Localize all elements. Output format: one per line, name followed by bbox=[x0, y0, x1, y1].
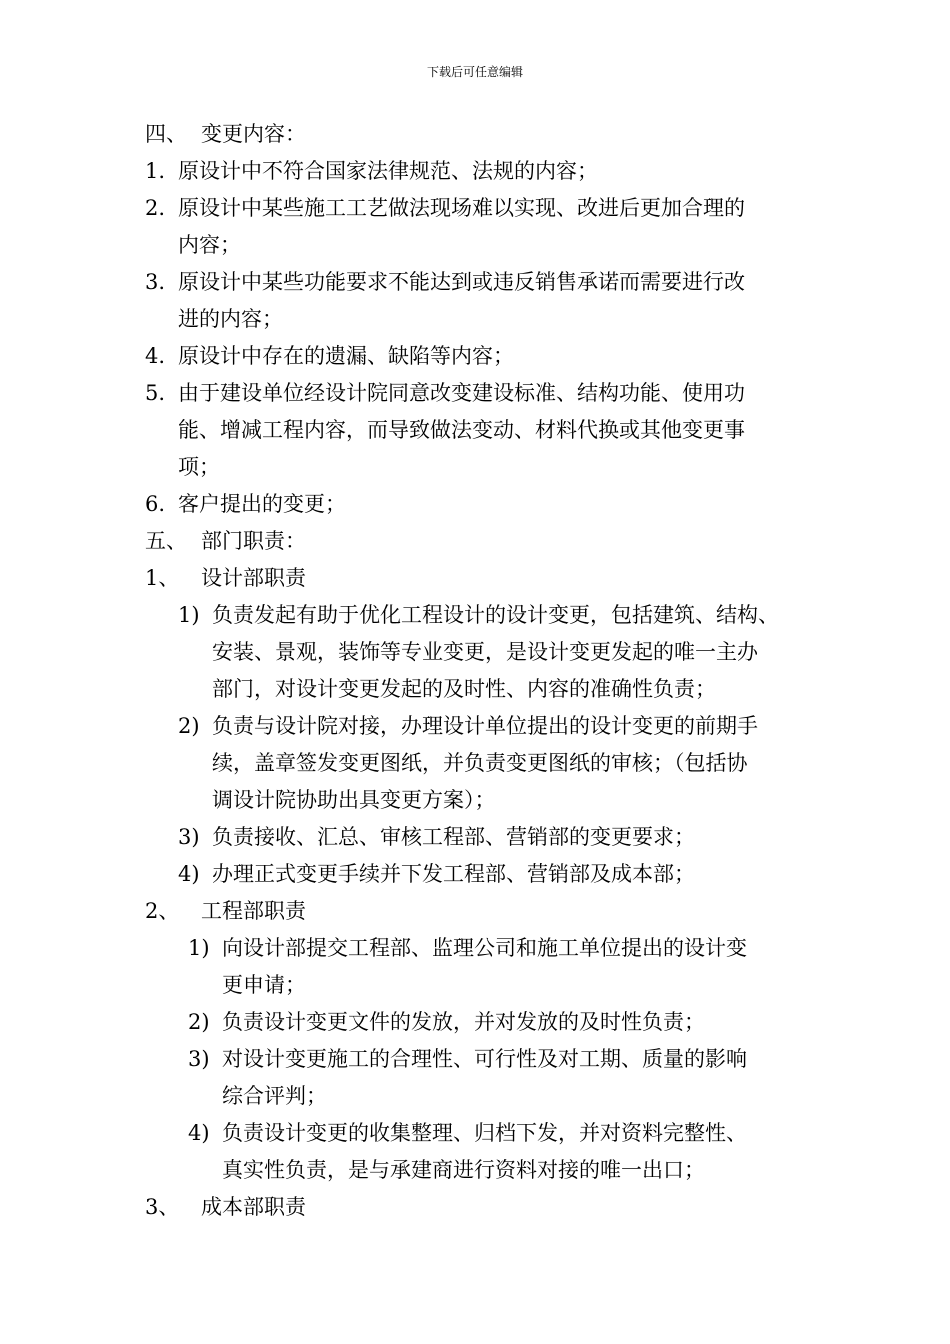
subsection-heading-engineering bbox=[145, 893, 825, 930]
section-title: 部门职责： bbox=[201, 529, 306, 553]
duty-item-continuation bbox=[145, 745, 825, 782]
item-text: 综合评判； bbox=[222, 1084, 327, 1108]
item-text: 能、增减工程内容，而导致做法变动、材料代换或其他变更事 bbox=[178, 418, 745, 442]
item-text: 部门，对设计变更发起的及时性、内容的准确性负责； bbox=[212, 677, 716, 701]
item-number: 1. bbox=[145, 159, 166, 183]
list-item bbox=[145, 153, 825, 190]
item-text: 由于建设单位经设计院同意改变建设标准、结构功能、使用功 bbox=[178, 381, 745, 405]
item-number: 5. bbox=[145, 381, 166, 405]
section-number: 四、 bbox=[145, 122, 187, 146]
item-number: 3) bbox=[188, 1047, 210, 1071]
duty-item-continuation bbox=[145, 671, 825, 708]
duty-item bbox=[145, 930, 825, 967]
list-item-continuation bbox=[145, 301, 825, 338]
list-item-continuation bbox=[145, 227, 825, 264]
list-item bbox=[145, 338, 825, 375]
item-text: 负责与设计院对接，办理设计单位提出的设计变更的前期手 bbox=[212, 714, 758, 738]
item-number: 2. bbox=[145, 196, 166, 220]
item-text: 原设计中某些施工工艺做法现场难以实现、改进后更加合理的 bbox=[178, 196, 745, 220]
list-item bbox=[145, 190, 825, 227]
duty-item bbox=[145, 856, 825, 893]
item-number: 1) bbox=[188, 936, 210, 960]
item-text: 负责接收、汇总、审核工程部、营销部的变更要求； bbox=[212, 825, 695, 849]
section-number: 五、 bbox=[145, 529, 187, 553]
item-number: 3) bbox=[178, 825, 200, 849]
item-text: 原设计中不符合国家法律规范、法规的内容； bbox=[178, 159, 598, 183]
item-text: 真实性负责，是与承建商进行资料对接的唯一出口； bbox=[222, 1158, 705, 1182]
item-number: 4) bbox=[188, 1121, 210, 1145]
item-text: 续，盖章签发变更图纸，并负责变更图纸的审核；（包括协 bbox=[212, 751, 748, 775]
subsection-number: 3、 bbox=[145, 1195, 180, 1219]
list-item-continuation bbox=[145, 449, 825, 486]
item-text: 对设计变更施工的合理性、可行性及对工期、质量的影响 bbox=[222, 1047, 747, 1071]
duty-item bbox=[145, 1115, 825, 1152]
item-text: 原设计中存在的遗漏、缺陷等内容； bbox=[178, 344, 514, 368]
document-body bbox=[145, 116, 825, 1226]
list-item bbox=[145, 264, 825, 301]
item-text: 更申请； bbox=[222, 973, 306, 997]
duty-item-continuation bbox=[145, 1152, 825, 1189]
item-text: 安装、景观，装饰等专业变更，是设计变更发起的唯一主办 bbox=[212, 640, 758, 664]
section-heading-change-content bbox=[145, 116, 825, 153]
item-number: 3. bbox=[145, 270, 166, 294]
item-number: 1) bbox=[178, 603, 200, 627]
subsection-title: 工程部职责 bbox=[201, 899, 306, 923]
subsection-number: 2、 bbox=[145, 899, 180, 923]
duty-item-continuation bbox=[145, 967, 825, 1004]
duty-item bbox=[145, 708, 825, 745]
list-item bbox=[145, 486, 825, 523]
item-text: 项； bbox=[178, 455, 220, 479]
item-text: 内容； bbox=[178, 233, 241, 257]
list-item bbox=[145, 375, 825, 412]
item-text: 负责设计变更文件的发放，并对发放的及时性负责； bbox=[222, 1010, 705, 1034]
section-heading-department-duties bbox=[145, 523, 825, 560]
subsection-title: 设计部职责 bbox=[201, 566, 306, 590]
subsection-heading-design bbox=[145, 560, 825, 597]
duty-item bbox=[145, 1004, 825, 1041]
item-number: 2) bbox=[188, 1010, 210, 1034]
subsection-title: 成本部职责 bbox=[201, 1195, 306, 1219]
duty-item bbox=[145, 819, 825, 856]
item-text: 客户提出的变更； bbox=[178, 492, 346, 516]
section-title: 变更内容： bbox=[201, 122, 306, 146]
item-number: 2) bbox=[178, 714, 200, 738]
duty-item-continuation bbox=[145, 1078, 825, 1115]
item-text: 向设计部提交工程部、监理公司和施工单位提出的设计变 bbox=[222, 936, 747, 960]
item-text: 调设计院协助出具变更方案）； bbox=[212, 788, 496, 812]
item-text: 负责发起有助于优化工程设计的设计变更，包括建筑、结构、 bbox=[212, 603, 779, 627]
item-text: 原设计中某些功能要求不能达到或违反销售承诺而需要进行改 bbox=[178, 270, 745, 294]
duty-item-continuation bbox=[145, 782, 825, 819]
duty-item-continuation bbox=[145, 634, 825, 671]
item-number: 4. bbox=[145, 344, 166, 368]
item-number: 6. bbox=[145, 492, 166, 516]
page-header: 下载后可任意编辑 bbox=[426, 65, 523, 79]
item-text: 进的内容； bbox=[178, 307, 283, 331]
subsection-heading-cost bbox=[145, 1189, 825, 1226]
subsection-number: 1、 bbox=[145, 566, 180, 590]
item-number: 4) bbox=[178, 862, 200, 886]
list-item-continuation bbox=[145, 412, 825, 449]
item-text: 负责设计变更的收集整理、归档下发，并对资料完整性、 bbox=[222, 1121, 747, 1145]
duty-item bbox=[145, 1041, 825, 1078]
duty-item bbox=[145, 597, 825, 634]
item-text: 办理正式变更手续并下发工程部、营销部及成本部； bbox=[212, 862, 695, 886]
